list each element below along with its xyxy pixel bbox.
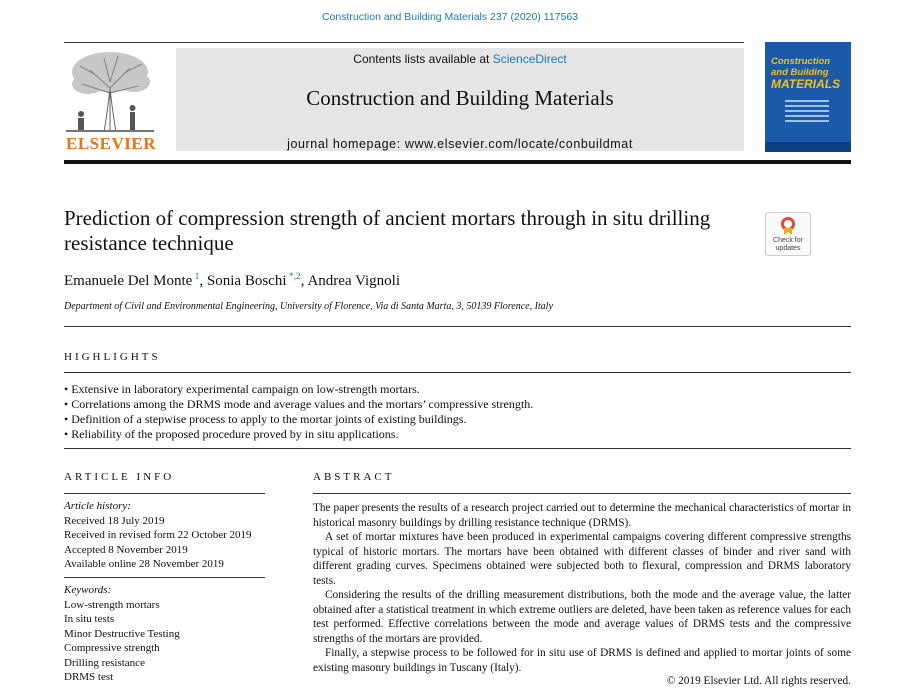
journal-citation-link[interactable]: Construction and Building Materials 237 (2020) 117563 — [321, 11, 579, 23]
abstract-body — [313, 501, 851, 675]
keyword-item: DRMS test — [64, 671, 114, 683]
contents-prefix: Contents lists available at — [353, 52, 493, 66]
author-affiliation: Department of Civil and Environmental Engineering, University of Florence, Via di Santa Marta, 3, 50139 Florence, Italy — [64, 301, 553, 312]
badge-line1: Check for — [773, 237, 803, 244]
abstract-paragraph: Considering the results of the drilling measurement distributions, both the mode and the average value, the latter obtained after a statistical treatment in which extreme outliers are deleted, have been taken as reference values for each test performed. Effective correlations between the mode and average values of DRMS tests and the compressive strengths of the mortars are provided. — [313, 589, 851, 645]
journal-name[interactable]: Construction and Building Materials — [306, 86, 614, 110]
abstract-rule — [313, 493, 851, 494]
author-name[interactable]: Andrea Vignoli — [307, 273, 401, 289]
article-title: Prediction of compression strength of ancient mortars through in situ drilling resistance technique — [64, 206, 711, 255]
highlights-rule — [64, 372, 851, 373]
cover-title — [771, 56, 847, 91]
check-for-updates-badge[interactable] — [765, 212, 811, 256]
journal-cover-image[interactable] — [765, 42, 851, 152]
journal-homepage — [176, 137, 744, 151]
highlight-item: • Reliability of the proposed procedure proved by in situ applications. — [64, 427, 533, 442]
article-history-label: Article history: — [64, 500, 131, 512]
copyright-notice: © 2019 Elsevier Ltd. All rights reserved. — [666, 675, 851, 687]
homepage-url-link[interactable]: www.elsevier.com/locate/conbuildmat — [404, 137, 633, 151]
contents-line — [176, 52, 744, 66]
homepage-prefix: journal homepage: — [287, 137, 405, 151]
highlight-item: • Correlations among the DRMS mode and average values and the mortars’ compressive strength. — [64, 397, 533, 412]
cover-footer-band — [765, 142, 851, 152]
author-list — [64, 272, 400, 290]
history-online: Available online 28 November 2019 — [64, 558, 224, 570]
history-received: Received 18 July 2019 — [64, 514, 165, 527]
keywords-block — [64, 583, 180, 685]
history-accepted: Accepted 8 November 2019 — [64, 543, 188, 556]
elsevier-wordmark[interactable]: ELSEVIER — [66, 134, 156, 153]
highlight-item: • Extensive in laboratory experimental campaign on low-strength mortars. — [64, 382, 533, 397]
keywords-label: Keywords: — [64, 584, 112, 596]
history-revised: Received in revised form 22 October 2019 — [64, 529, 252, 541]
abstract-paragraph: A set of mortar mixtures have been produced in experimental campaigns covering different compressive strengths typical of historic mortars. The mortars have been obtained with different classes of binder and river sand with different grading curves. Specimens obtained were subjected both to flexural, compression and DRMS laboratory tests. — [313, 531, 851, 587]
highlights-bottom-rule — [64, 448, 851, 449]
keyword-item: Drilling resistance — [64, 656, 145, 669]
cover-small-print — [785, 100, 829, 130]
author-footnote-link[interactable]: *,2 — [288, 272, 301, 282]
check-for-updates-label — [766, 237, 810, 252]
highlights-list — [64, 382, 533, 442]
article-info-heading: ARTICLE INFO — [64, 471, 175, 483]
cover-title-line2: and Building — [771, 67, 829, 78]
author-separator: , — [300, 273, 308, 289]
author-name[interactable]: Emanuele Del Monte — [64, 273, 193, 289]
keyword-item: In situ tests — [64, 613, 115, 625]
author-name[interactable]: Sonia Boschi — [206, 273, 287, 289]
header-bottom-rule — [64, 160, 851, 164]
abstract-paragraph: The paper presents the results of a research project carried out to determine the mechanical characteristics of mortar in historical masonry buildings by drilling resistance technique (DRMS). — [313, 502, 851, 529]
abstract-heading: ABSTRACT — [313, 471, 395, 483]
keywords-rule — [64, 577, 265, 578]
badge-line2: updates — [775, 244, 801, 252]
author-separator: , — [199, 273, 207, 289]
keyword-item: Low-strength mortars — [64, 598, 160, 611]
article-info-rule — [64, 493, 265, 494]
keyword-item: Minor Destructive Testing — [64, 627, 180, 640]
affiliation-rule — [64, 326, 851, 327]
author-footnote-link[interactable]: 1 — [194, 272, 200, 282]
elsevier-tree-logo — [64, 48, 156, 134]
header-top-rule — [64, 42, 744, 43]
bookmark-icon — [780, 216, 796, 236]
sciencedirect-link[interactable]: ScienceDirect — [492, 52, 567, 66]
highlights-heading: HIGHLIGHTS — [64, 351, 161, 363]
cover-title-line3: MATERIALS — [771, 77, 841, 91]
keyword-item: Compressive strength — [64, 642, 160, 654]
article-history — [64, 499, 252, 572]
abstract-paragraph: Finally, a stepwise process to be followed for in situ use of DRMS is defined and applied to mortar joints of some existing masonry buildings in Tuscany (Italy). — [313, 647, 851, 674]
highlight-item: • Definition of a stepwise process to apply to the mortar joints of existing buildings. — [64, 412, 533, 427]
cover-title-line1: Construction — [771, 56, 831, 67]
